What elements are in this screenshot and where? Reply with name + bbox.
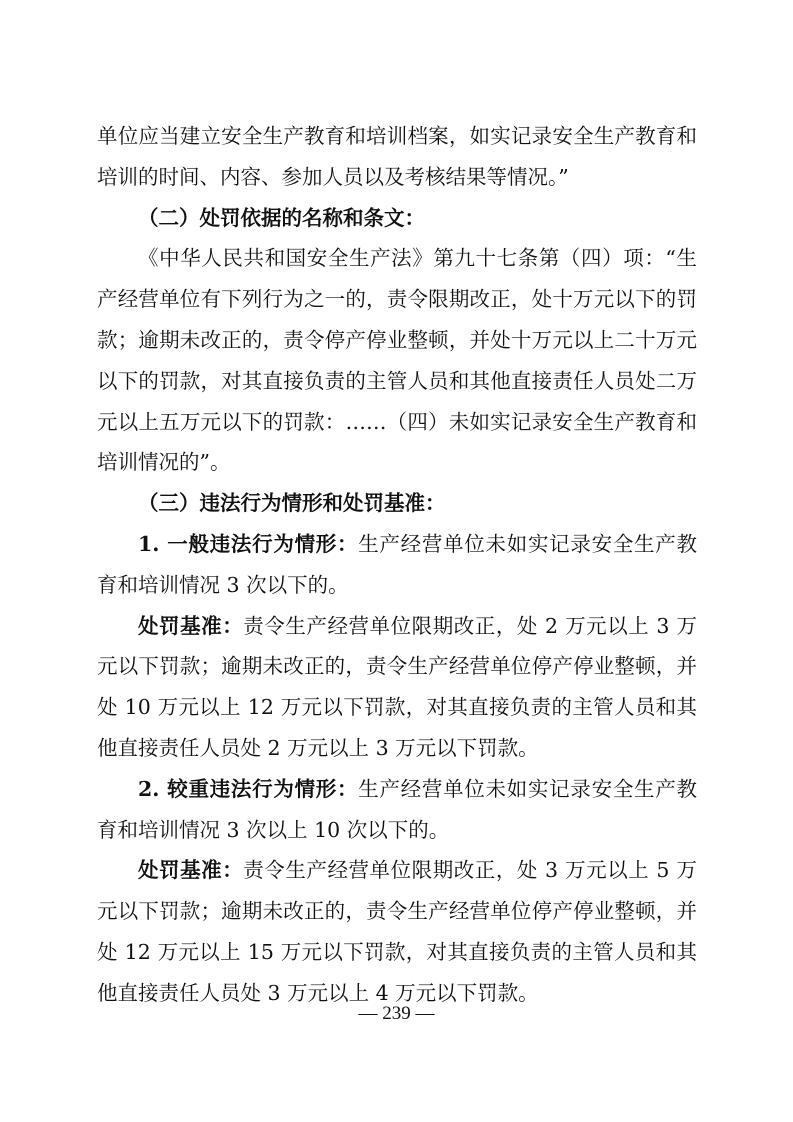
section-heading-violation-situations: （三）违法行为情形和处罚基准：: [138, 491, 446, 516]
document-body: [97, 116, 697, 1014]
continuation-paragraph: 单位应当建立安全生产教育和培训档案，如实记录安全生产教育和培训的时间、内容、参加人员以及考核结果等情况。”: [97, 124, 697, 189]
general-penalty-paragraph: [97, 606, 697, 769]
legal-provision-paragraph: 《中华人民共和国安全生产法》第九十七条第（四）项：“生产经营单位有下列行为之一的，责令限期改正，处十万元以下的罚款；逾期未改正的，责令停产停业整顿，并处十万元以上二十万元以下的罚款，对其直接负责的主管人员和其他直接责任人员处二万元以上五万元以下的罚款：……（四）未如实记录安全生产教育和培训情况的”。: [97, 246, 697, 475]
serious-penalty-paragraph: [97, 850, 697, 1013]
serious-violation-paragraph: [97, 769, 697, 851]
general-violation-text: 生产经营单位未如实记录安全生产教育和培训情况 3 次以下的。: [97, 531, 697, 597]
page-number: — 239 —: [358, 1003, 435, 1024]
serious-violation-label: 2. 较重违法行为情形：: [138, 776, 359, 801]
section-heading-penalty-basis: （二）处罚依据的名称和条文：: [138, 205, 425, 230]
general-penalty-text: 责令生产经营单位限期改正，处 2 万元以上 3 万元以下罚款；逾期未改正的，责令生产经营单位停产停业整顿，并处 10 万元以上 12 万元以下罚款，对其直接负责的主管人员和其他直接责任人员处 2 万元以上 3 万元以下罚款。: [97, 613, 697, 760]
general-violation-paragraph: [97, 524, 697, 606]
general-violation-label: 1. 一般违法行为情形：: [138, 531, 359, 556]
general-penalty-label: 处罚基准：: [138, 613, 244, 638]
serious-violation-text: 生产经营单位未如实记录安全生产教育和培训情况 3 次以上 10 次以下的。: [97, 776, 697, 842]
serious-penalty-label: 处罚基准：: [138, 858, 244, 883]
serious-penalty-text: 责令生产经营单位限期改正，处 3 万元以上 5 万元以下罚款；逾期未改正的，责令生产经营单位停产停业整顿，并处 12 万元以上 15 万元以下罚款，对其直接负责的主管人员和其他直接责任人员处 3 万元以上 4 万元以下罚款。: [97, 858, 697, 1005]
